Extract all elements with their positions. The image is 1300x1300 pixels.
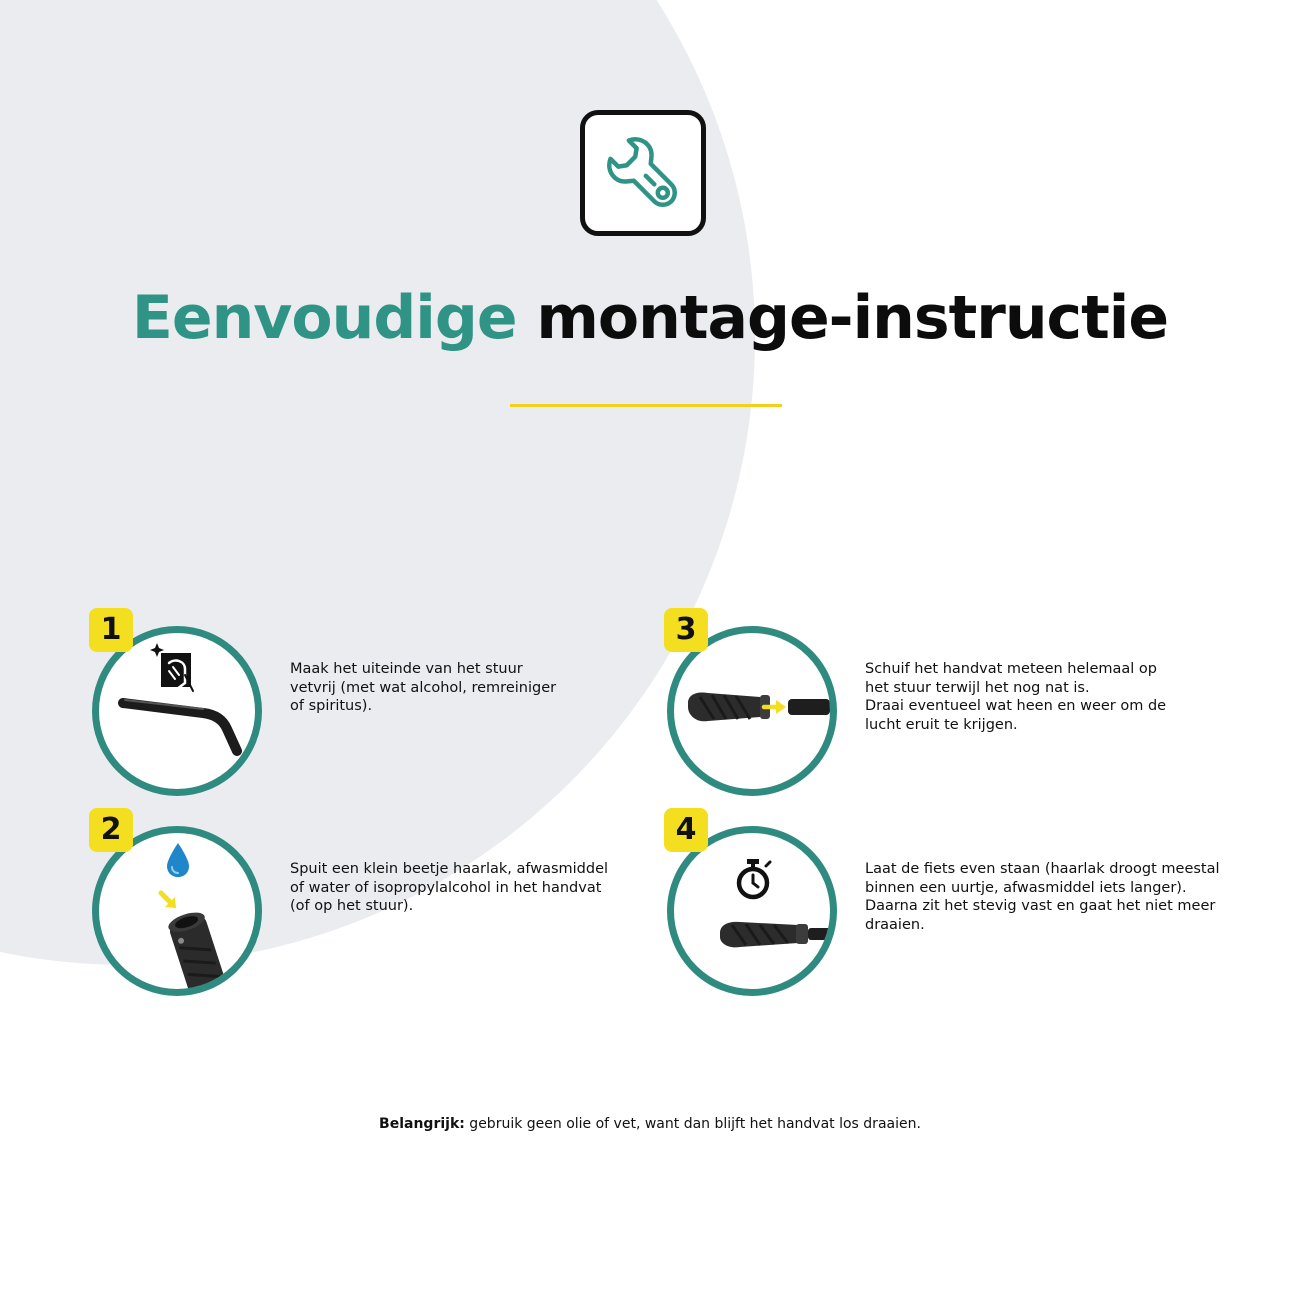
step-text-line: Daarna zit het stevig vast en gaat het niet meer	[865, 898, 1216, 914]
step-text-line: Laat de fiets even staan (haarlak droogt meestal	[865, 861, 1220, 877]
step-text-line: vetvrij (met wat alcohol, remreiniger	[290, 679, 557, 696]
step-1-text	[290, 660, 635, 716]
clean-hand-icon	[150, 643, 193, 691]
note-label: Belangrijk:	[379, 1116, 465, 1132]
step-text-line: het stuur terwijl het nog nat is.	[865, 679, 1090, 696]
page-title	[0, 280, 1300, 356]
step-4-text	[865, 860, 1220, 934]
step-text-line: of spiritus).	[290, 698, 373, 714]
step-2-number-badge: 2	[89, 808, 133, 852]
step-2-text	[290, 860, 635, 916]
step-text-line: Spuit een klein beetje haarlak, afwasmiddel	[290, 861, 609, 877]
title-rest: montage-instructie	[536, 283, 1169, 353]
step-2	[92, 808, 652, 998]
wrench-icon	[599, 129, 687, 217]
title-accent: Eenvoudige	[131, 283, 517, 353]
step-text-line: binnen een uurtje, afwasmiddel iets langer).	[865, 879, 1187, 896]
step-1	[92, 608, 652, 798]
step-text-line: Schuif het handvat meteen helemaal op	[865, 661, 1157, 677]
step-text-line: (of op het stuur).	[290, 898, 414, 914]
water-drop-icon	[167, 843, 189, 877]
stopwatch-icon	[739, 859, 770, 897]
step-3-text	[865, 660, 1210, 734]
step-3	[667, 608, 1227, 798]
step-3-number-badge: 3	[664, 608, 708, 652]
title-divider	[510, 404, 782, 407]
step-4-number-badge: 4	[664, 808, 708, 852]
step-1-number-badge: 1	[89, 608, 133, 652]
tool-icon-box	[580, 110, 706, 236]
step-text-line: Draai eventueel wat heen en weer om de	[865, 698, 1167, 714]
note-text: gebruik geen olie of vet, want dan blijft het handvat los draaien.	[464, 1116, 921, 1132]
step-text-line: draaien.	[865, 916, 925, 933]
down-arrow-icon	[161, 893, 176, 908]
important-note	[0, 1116, 1300, 1132]
step-text-line: of water of isopropylalcohol in het handvat	[290, 879, 602, 896]
step-4	[667, 808, 1227, 998]
step-text-line: Maak het uiteinde van het stuur	[290, 661, 523, 677]
step-text-line: lucht eruit te krijgen.	[865, 716, 1018, 733]
